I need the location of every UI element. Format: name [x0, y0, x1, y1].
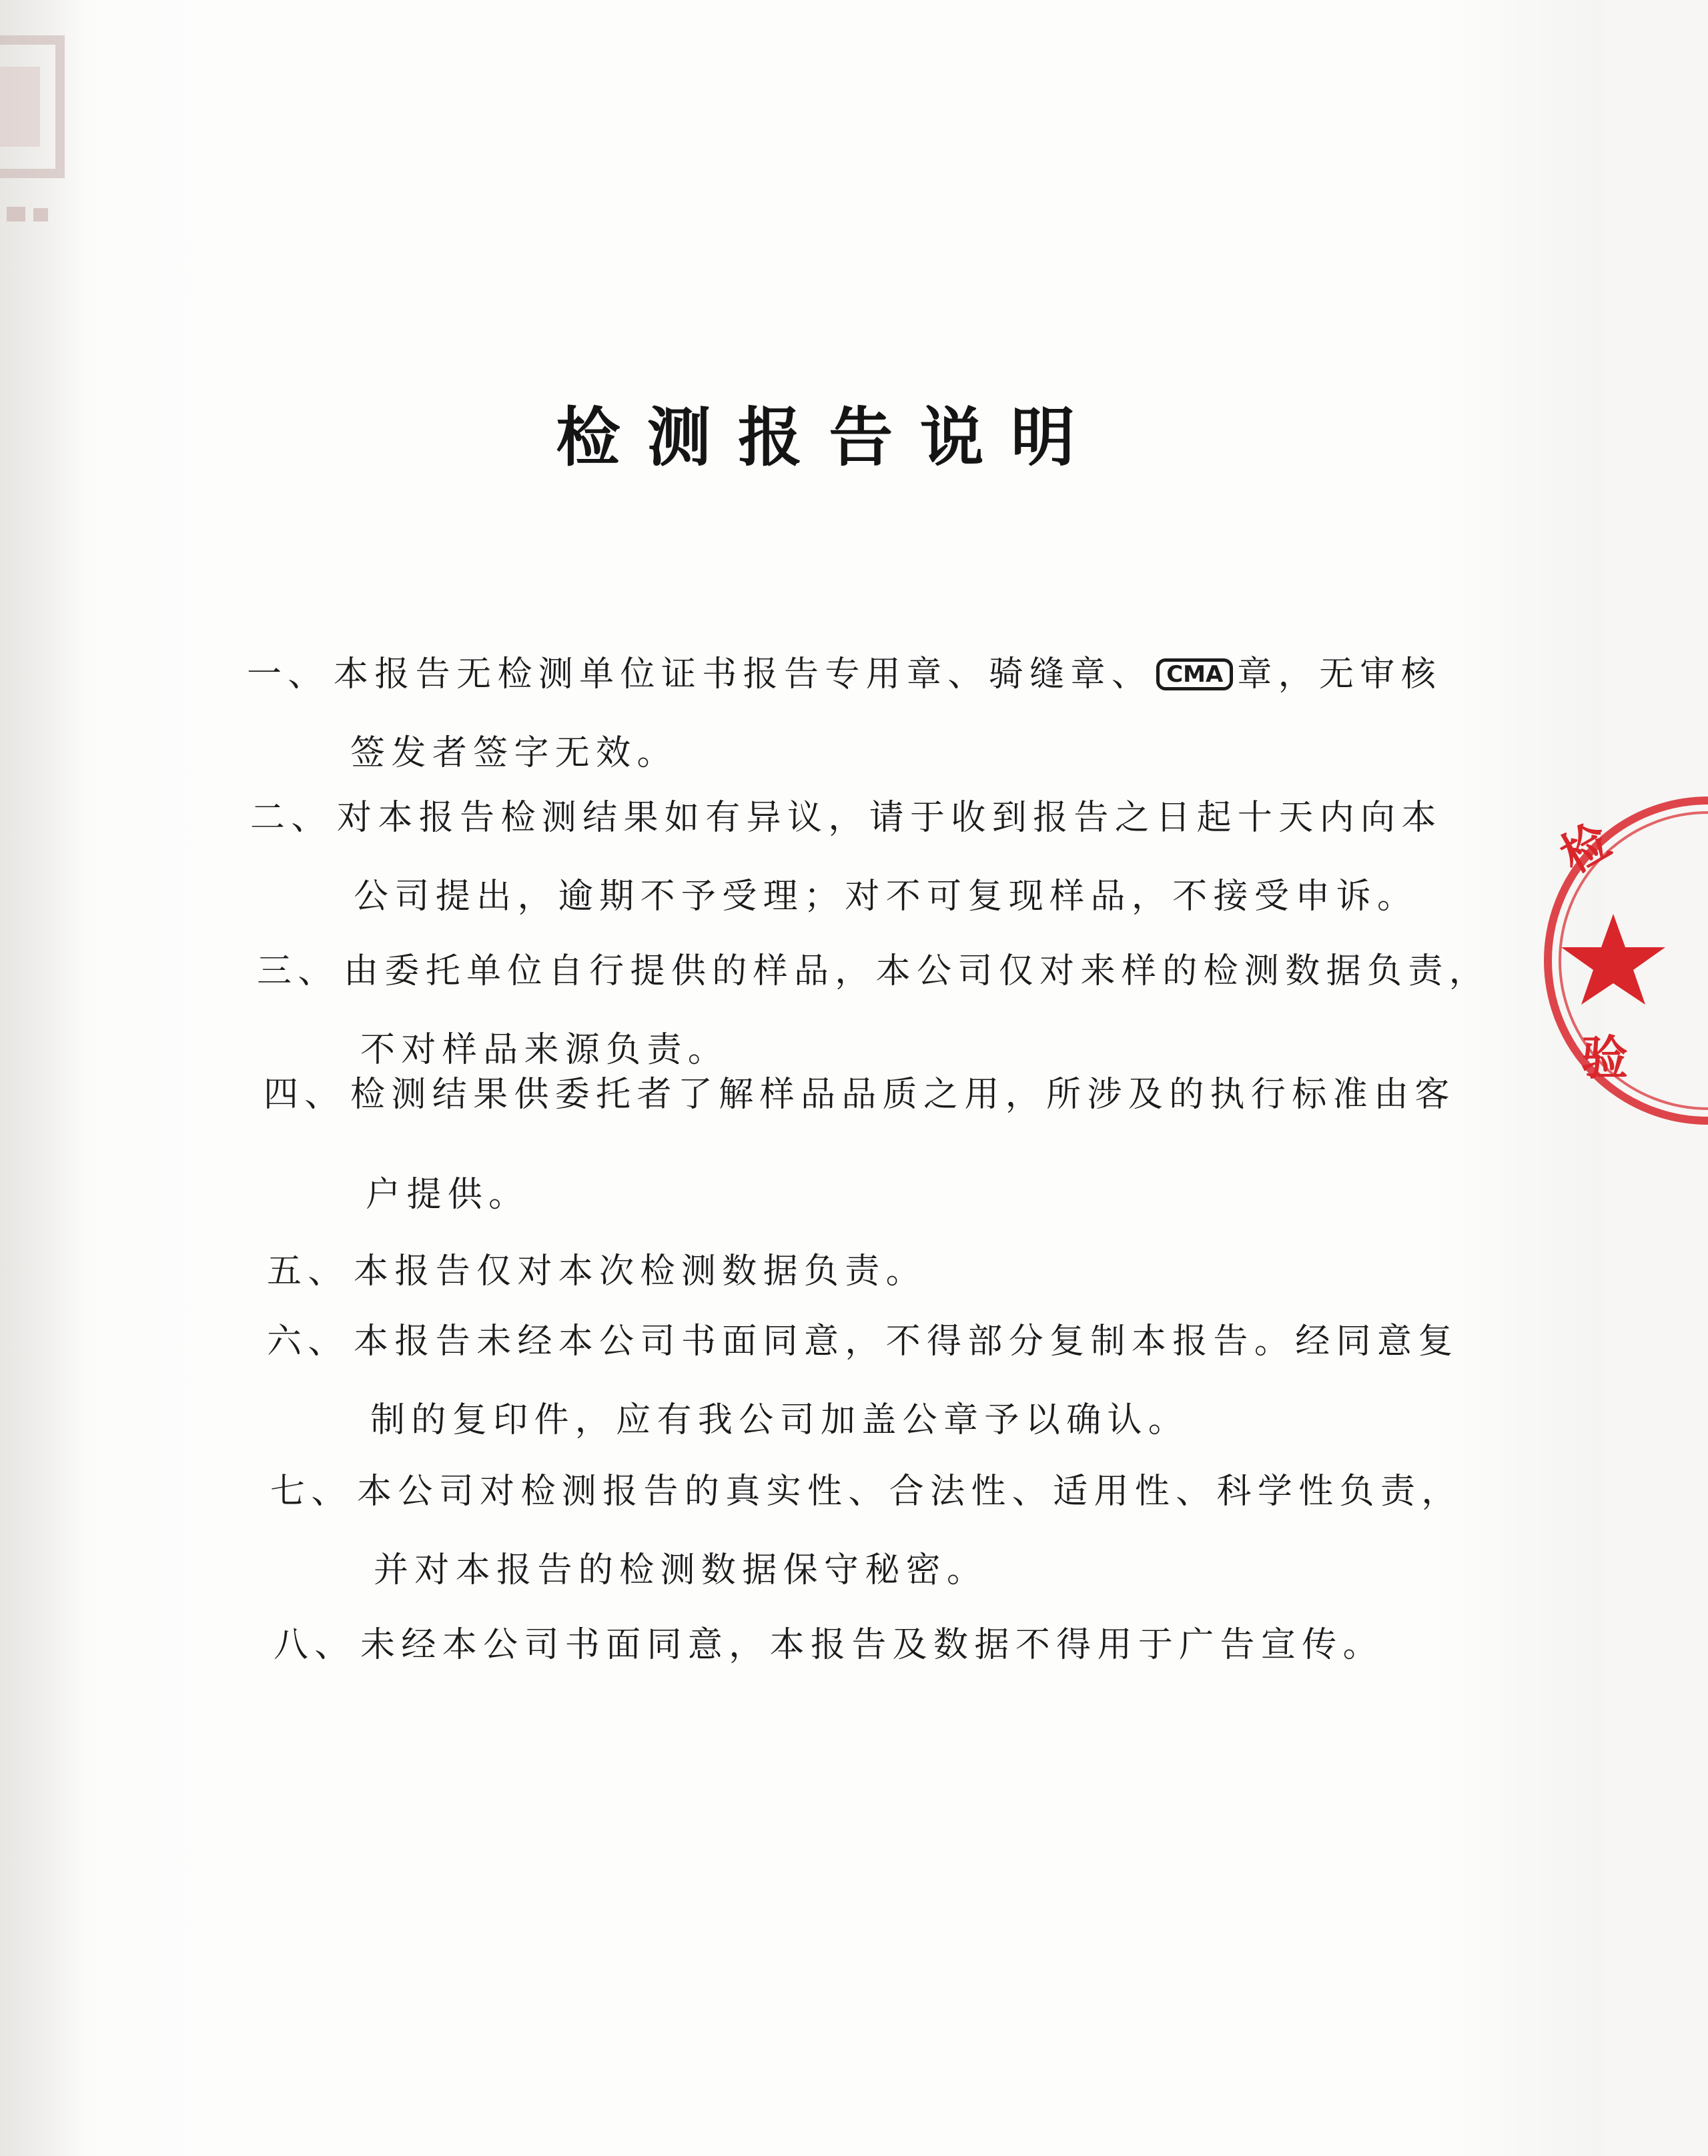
clause-number: 五、 — [267, 1251, 349, 1291]
clause-line-1: 本报告无检测单位证书报告专用章、骑缝章、 CMA 章，无审核 — [334, 654, 1442, 694]
page-edge-shadow — [0, 0, 87, 2156]
clause-number: 一、 — [247, 654, 329, 694]
clause-number: 三、 — [257, 951, 339, 991]
clause-line-2: 不对样品来源负责。 — [360, 1030, 729, 1070]
clause-number: 二、 — [250, 798, 332, 838]
clause-number: 四、 — [264, 1075, 346, 1115]
clause-line-2: 户提供。 — [366, 1175, 530, 1215]
clause-number: 七、 — [270, 1472, 352, 1512]
clause-line-1: 本报告未经本公司书面同意，不得部分复制本报告。经同意复 — [354, 1321, 1459, 1362]
clause-line-1: 对本报告检测结果如有异议，请于收到报告之日起十天内向本 — [337, 798, 1442, 838]
bleed-through-logo — [0, 27, 80, 227]
clause-line-1: 检测结果供委托者了解样品品质之用，所涉及的执行标准由客 — [350, 1075, 1456, 1115]
clause-line-2: 公司提出，逾期不予受理；对不可复现样品，不接受申诉。 — [354, 877, 1418, 917]
clause-line-2: 制的复印件，应有我公司加盖公章予以确认。 — [370, 1400, 1190, 1440]
clause-line-1: 本报告仅对本次检测数据负责。 — [354, 1251, 927, 1291]
clause-line-1: 本公司对检测报告的真实性、合法性、适用性、科学性负责， — [357, 1472, 1462, 1512]
svg-text:检: 检 — [1551, 813, 1620, 884]
clause-line-2: 并对本报告的检测数据保守秘密。 — [374, 1550, 988, 1590]
svg-text:验: 验 — [1581, 1031, 1628, 1085]
red-seal-stamp — [1535, 787, 1708, 1134]
clause-line-1: 未经本公司书面同意，本报告及数据不得用于广告宣传。 — [360, 1625, 1384, 1665]
page-title: 检测报告说明 — [556, 400, 1102, 475]
clause-line-2: 签发者签字无效。 — [350, 733, 678, 773]
clause-number: 八、 — [274, 1625, 356, 1665]
cma-mark-icon: CMA — [1156, 658, 1233, 690]
clause-number: 六、 — [267, 1321, 349, 1362]
clause-line-1: 由委托单位自行提供的样品，本公司仅对来样的检测数据负责， — [344, 951, 1490, 991]
